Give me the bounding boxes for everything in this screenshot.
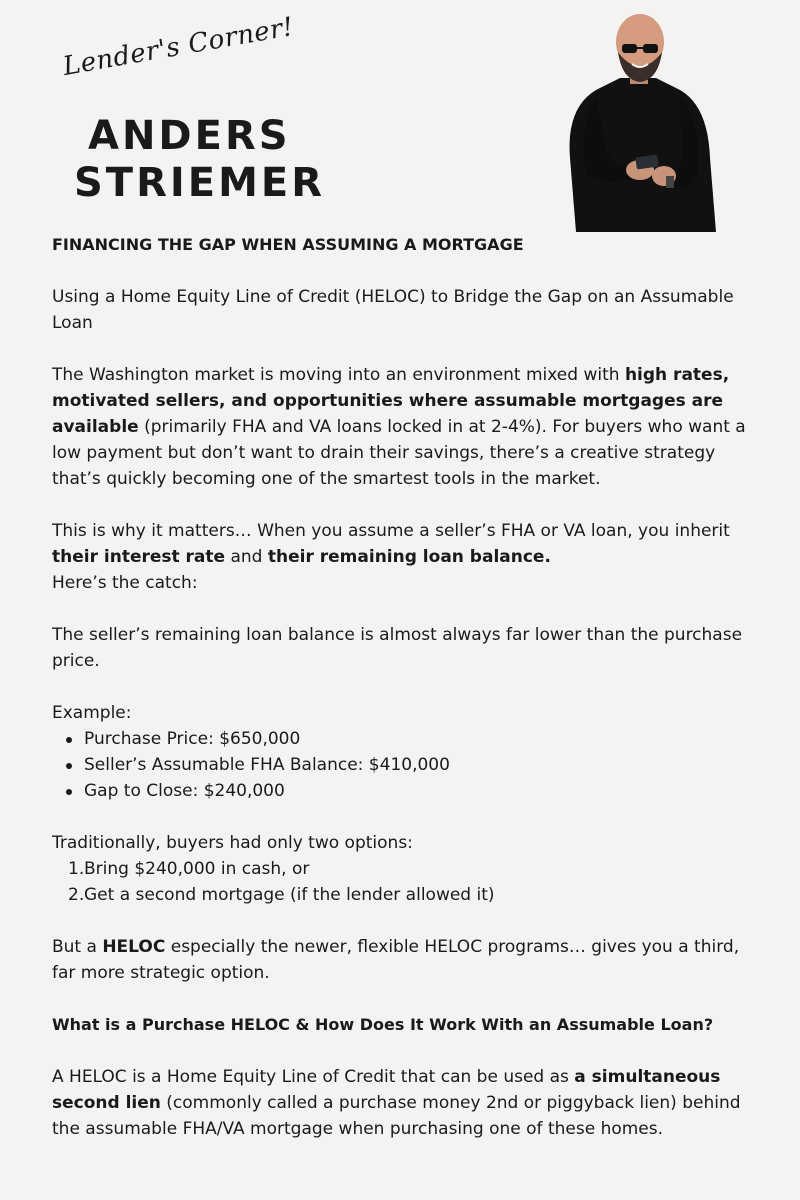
section-heading: What is a Purchase HELOC & How Does It Work With an Assumable Loan? <box>52 1015 714 1034</box>
author-last-name: STRIEMER <box>74 160 326 206</box>
heloc-paragraph: But a HELOC especially the newer, flexible HELOC programs… gives you a third, far more strategic option. <box>52 937 740 983</box>
list-item: Gap to Close: $240,000 <box>84 778 752 804</box>
header <box>0 0 800 232</box>
article-subtitle: Using a Home Equity Line of Credit (HELOC) to Bridge the Gap on an Assumable Loan <box>52 287 734 333</box>
list-item: Purchase Price: $650,000 <box>84 726 752 752</box>
article-title: FINANCING THE GAP WHEN ASSUMING A MORTGAGE <box>52 235 524 254</box>
author-photo <box>556 8 720 232</box>
author-first-name: ANDERS <box>88 113 291 159</box>
why-it-matters-paragraph: This is why it matters… When you assume a seller’s FHA or VA loan, you inherit their interest rate and their remaining loan balance. Here’s the catch: <box>52 521 730 593</box>
market-paragraph: The Washington market is moving into an environment mixed with high rates, motivated sellers, and opportunities where assumable mortgages are available (primarily FHA and VA loans locked in at 2-4%). For buyers who want a low payment but don’t want to drain their savings, there’s a creative strategy that’s quickly becoming one of the smartest tools in the market. <box>52 365 746 489</box>
heloc-definition-paragraph: A HELOC is a Home Equity Line of Credit that can be used as a simultaneous second lien (commonly called a purchase money 2nd or piggyback lien) behind the assumable FHA/VA mortgage when purchasing one of these homes. <box>52 1067 741 1139</box>
article <box>52 232 752 1142</box>
options-list <box>52 856 752 908</box>
list-item: Seller’s Assumable FHA Balance: $410,000 <box>84 752 752 778</box>
loan-balance-paragraph: The seller’s remaining loan balance is almost always far lower than the purchase price. <box>52 625 743 671</box>
lenders-corner-script-title: Lender's Corner! <box>60 11 297 83</box>
list-item: 2. Get a second mortgage (if the lender allowed it) <box>68 885 495 905</box>
example-list <box>52 726 752 804</box>
options-intro: Traditionally, buyers had only two options: <box>52 833 413 853</box>
example-label: Example: <box>52 703 132 723</box>
list-item: 1. Bring $240,000 in cash, or <box>68 859 310 879</box>
